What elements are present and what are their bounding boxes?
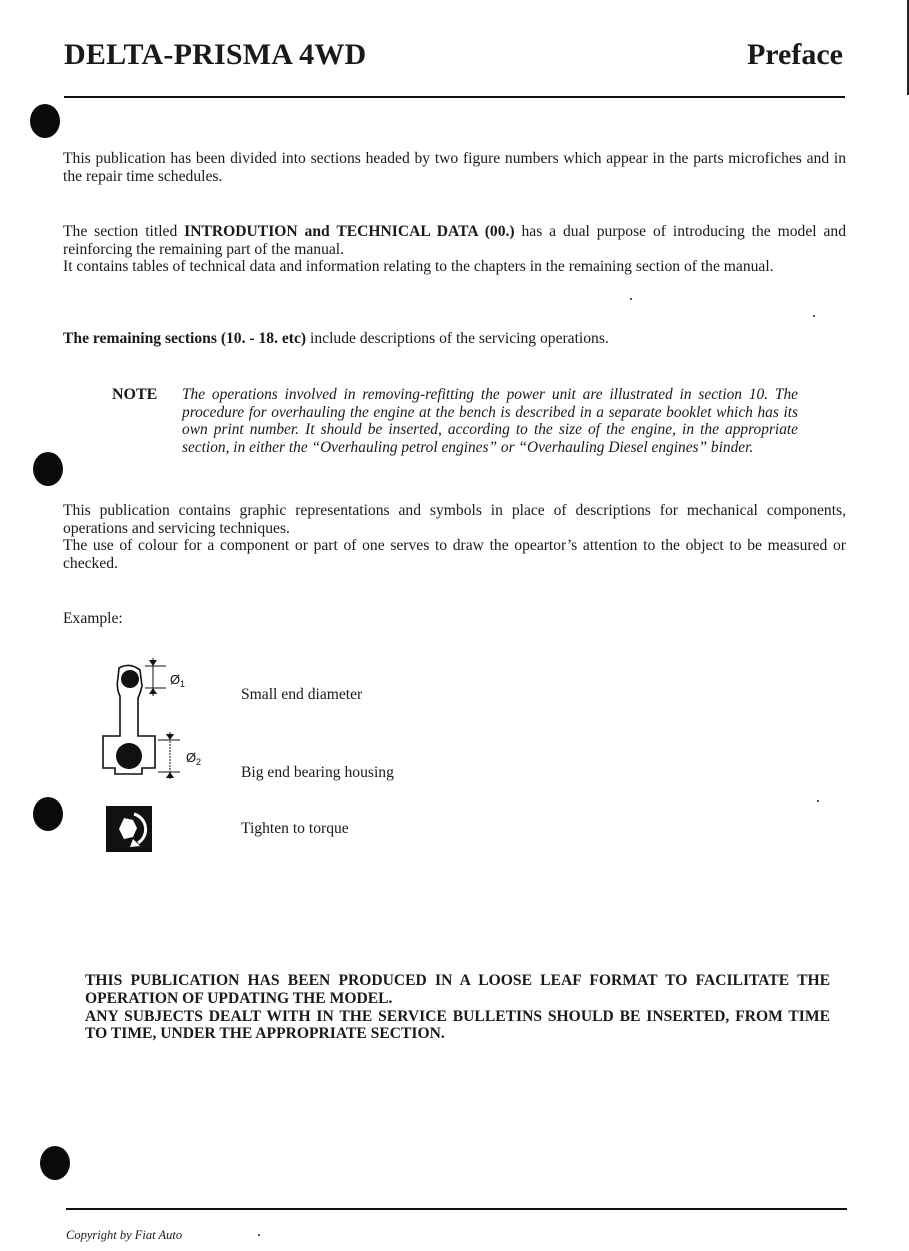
section-title: Preface	[746, 38, 843, 71]
graphics-text-1: This publication contains graphic representations and symbols in place of descriptions for mechanical components, operations and servicing techniques.	[63, 502, 846, 537]
remaining-sections-paragraph	[63, 330, 846, 348]
legend-small-end: Small end diameter	[241, 686, 363, 703]
section-00-text-2: It contains tables of technical data and information relating to the chapters in the remaining section of the manual.	[63, 258, 774, 275]
notice-line-1: THIS PUBLICATION HAS BEEN PRODUCED IN A LOOSE LEAF FORMAT TO FACILITATE THE OPERATION OF UPDATING THE MODEL.	[85, 972, 830, 1007]
loose-leaf-notice	[85, 972, 830, 1043]
note-text: The operations involved in removing-refitting the power unit are illustrated in section 10. The procedure for overhauling the engine at the bench is described in a separate booklet which has its own print number. It should be inserted, according to the size of the engine, in the appropriate section, in either the “Overhauling petrol engines” or “Overhauling Diesel engines” binder.	[182, 386, 798, 456]
note-label: NOTE	[112, 386, 158, 403]
svg-text:2: 2	[196, 757, 202, 767]
section-00-emphasis: INTRODUTION and TECHNICAL DATA (00.)	[184, 223, 515, 240]
scan-speck	[817, 800, 819, 802]
graphics-paragraph	[63, 502, 846, 572]
svg-text:1: 1	[180, 679, 186, 689]
example-label: Example:	[63, 610, 123, 627]
scan-speck	[630, 298, 632, 300]
header-divider	[64, 96, 845, 98]
section-00-paragraph	[63, 223, 846, 276]
notice-line-2: ANY SUBJECTS DEALT WITH IN THE SERVICE BULLETINS SHOULD BE INSERTED, FROM TIME TO TIME, UNDER THE APPROPRIATE SECTION.	[85, 1007, 830, 1043]
copyright-text: Copyright by Fiat Auto	[66, 1228, 183, 1242]
punch-hole-icon	[30, 104, 60, 138]
punch-hole-icon	[33, 797, 63, 831]
document-title: DELTA-PRISMA 4WD	[64, 38, 367, 71]
torque-wrench-icon	[106, 806, 152, 852]
footer-divider	[66, 1208, 847, 1210]
legend-big-end: Big end bearing housing	[241, 764, 394, 781]
section-00-text: The section titled INTRODUTION and TECHNICAL DATA (00.) has a dual purpose of introducing the model and reinforcing the remaining part of the manual.	[63, 223, 846, 258]
svg-text:Ø: Ø	[186, 750, 197, 765]
intro-paragraph	[63, 150, 846, 185]
intro-text: This publication has been divided into sections headed by two figure numbers which appear in the parts microfiches and in the repair time schedules.	[63, 150, 846, 185]
connecting-rod-diagram-icon	[100, 656, 220, 786]
remaining-sections-text: The remaining sections (10. - 18. etc) include descriptions of the servicing operations.	[63, 330, 609, 347]
punch-hole-icon	[40, 1146, 70, 1180]
scan-speck	[258, 1234, 260, 1236]
scan-speck	[813, 315, 815, 317]
graphics-text-2: The use of colour for a component or part of one serves to draw the opeartor’s attention to the object to be measured or checked.	[63, 537, 846, 572]
legend-torque: Tighten to torque	[241, 820, 349, 837]
punch-hole-icon	[33, 452, 63, 486]
svg-text:Ø: Ø	[170, 672, 181, 687]
